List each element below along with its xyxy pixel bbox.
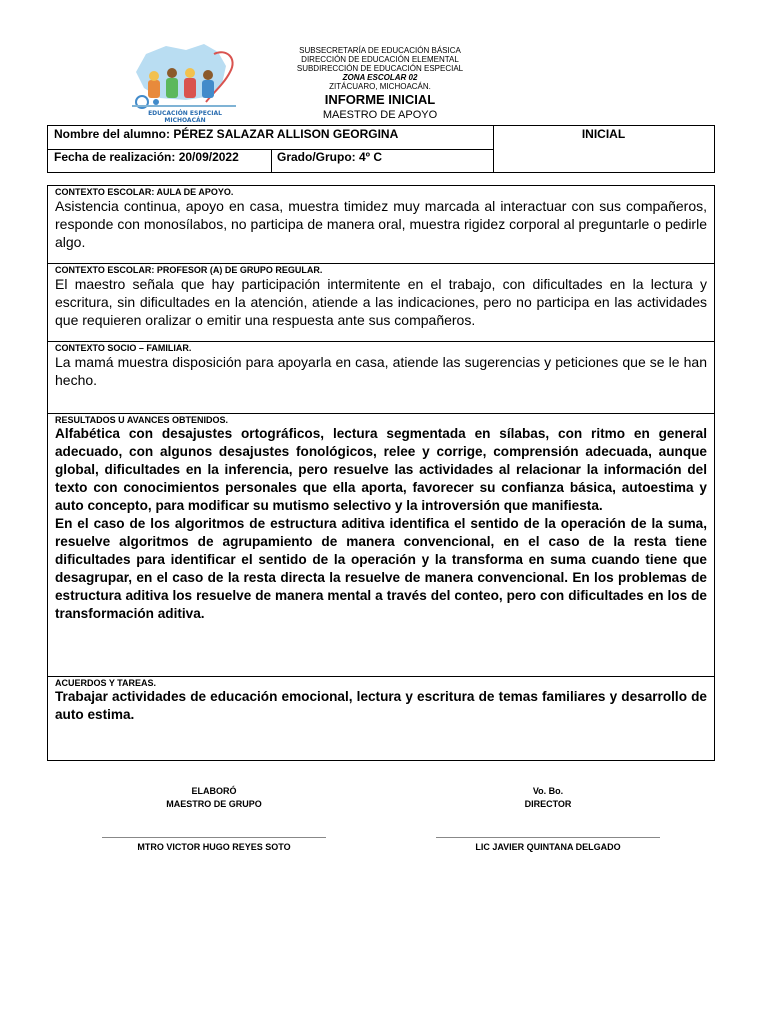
signature-role: ELABORÓ: [191, 786, 237, 796]
report-title: INFORME INICIAL: [324, 92, 436, 107]
header-line: ZITÁCUARO, MICHOACÁN.: [329, 82, 431, 91]
student-info-table: [47, 125, 715, 173]
header-line: SUBDIRECCIÓN DE EDUCACIÓN ESPECIAL: [296, 64, 464, 73]
report-sections: [47, 185, 715, 761]
signature-name-left: MTRO VICTOR HUGO REYES SOTO: [137, 842, 291, 852]
section-label: CONTEXTO ESCOLAR: AULA DE APOYO.: [55, 187, 234, 197]
section-text: [55, 197, 707, 251]
institution-logo: [126, 44, 244, 122]
section-text: [55, 425, 707, 623]
section-support-classroom: [48, 186, 714, 264]
report-date: Fecha de realización: 20/09/2022: [48, 149, 272, 173]
section-text: [55, 275, 707, 329]
signature-line-left: [102, 837, 326, 838]
section-paragraph: Trabajar actividades de educación emocional, lectura y escritura de temas familiares y desarrollo de auto estima.: [55, 689, 707, 722]
signature-left-heading: [84, 785, 344, 811]
section-label: CONTEXTO SOCIO – FAMILIAR.: [55, 343, 192, 353]
signature-position: DIRECTOR: [524, 799, 572, 809]
signature-role: Vo. Bo.: [532, 786, 564, 796]
header-line: SUBSECRETARÍA DE EDUCACIÓN BÁSICA: [299, 46, 461, 55]
signature-line-right: [436, 837, 660, 838]
logo-text: EDUCACIÓN ESPECIAL MICHOACÁN: [148, 110, 222, 124]
section-results: [48, 414, 714, 677]
grade-group: Grado/Grupo: 4º C: [271, 149, 494, 173]
section-regular-teacher: [48, 264, 714, 342]
report-type: INICIAL: [581, 127, 626, 141]
section-label: CONTEXTO ESCOLAR: PROFESOR (A) DE GRUPO REGULAR.: [55, 265, 323, 275]
signature-right-heading: [418, 785, 678, 811]
section-paragraph: La mamá muestra disposición para apoyarla en casa, atiende las sugerencias y peticiones que se le han hecho.: [55, 354, 707, 388]
section-label: ACUERDOS Y TAREAS.: [55, 678, 157, 688]
header-institution-lines: [280, 46, 480, 91]
section-text: [55, 688, 707, 724]
section-family-context: [48, 342, 714, 414]
header-line-zone: ZONA ESCOLAR 02: [342, 73, 418, 82]
signature-position: MAESTRO DE GRUPO: [166, 799, 262, 809]
student-name: Nombre del alumno: PÉREZ SALAZAR ALLISON GEORGINA: [48, 126, 494, 150]
report-subtitle: MAESTRO DE APOYO: [322, 109, 438, 121]
section-agreements: [48, 677, 714, 760]
section-paragraph: El maestro señala que hay participación intermitente en el trabajo, con dificultades en la lectura y escritura, sin dificultades en la atención, atiende a las indicaciones, pero no participa en las actividades que requieren oralizar o emitir una respuesta ante sus compañeros.: [55, 276, 707, 328]
section-label: RESULTADOS U AVANCES OBTENIDOS.: [55, 415, 229, 425]
section-paragraph: Alfabética con desajustes ortográficos, lectura segmentada en sílabas, con ritmo en general adecuado, con algunos desajustes fonológicos, relee y corrige, comprensión adecuada, aunque global, dificultades en la inferencia, pero resuelve las actividades al relacionar la información del texto con conocimientos personales que ella aporta, favorecer su confianza básica, autoestima y auto concepto, para modificar su mutismo selectivo y la introversión que manifiesta.: [55, 426, 707, 513]
section-text: [55, 353, 707, 389]
section-paragraph: En el caso de los algoritmos de estructura aditiva identifica el sentido de la operación de la suma, resuelve algoritmos de agrupamiento de manera convencional, en el caso de la resta tiene dificultades para identificar el sentido de la operación y la transforma en suma cuando tiene que desagrupar, en el caso de la resta directa la resuelve de manera convencional. En los problemas de estructura aditiva los resuelve de manera mental a través del conteo, pero con dificultades en los de transformación aditiva.: [55, 516, 707, 621]
section-paragraph: Asistencia continua, apoyo en casa, muestra timidez muy marcada al interactuar con sus compañeros, responde con monosílabos, no participa de manera oral, muestra rigidez corporal al preguntarle o pedirle algo.: [55, 198, 707, 250]
header-line: DIRECCIÓN DE EDUCACIÓN ELEMENTAL: [301, 55, 459, 64]
signature-name-right: LIC JAVIER QUINTANA DELGADO: [475, 842, 621, 852]
